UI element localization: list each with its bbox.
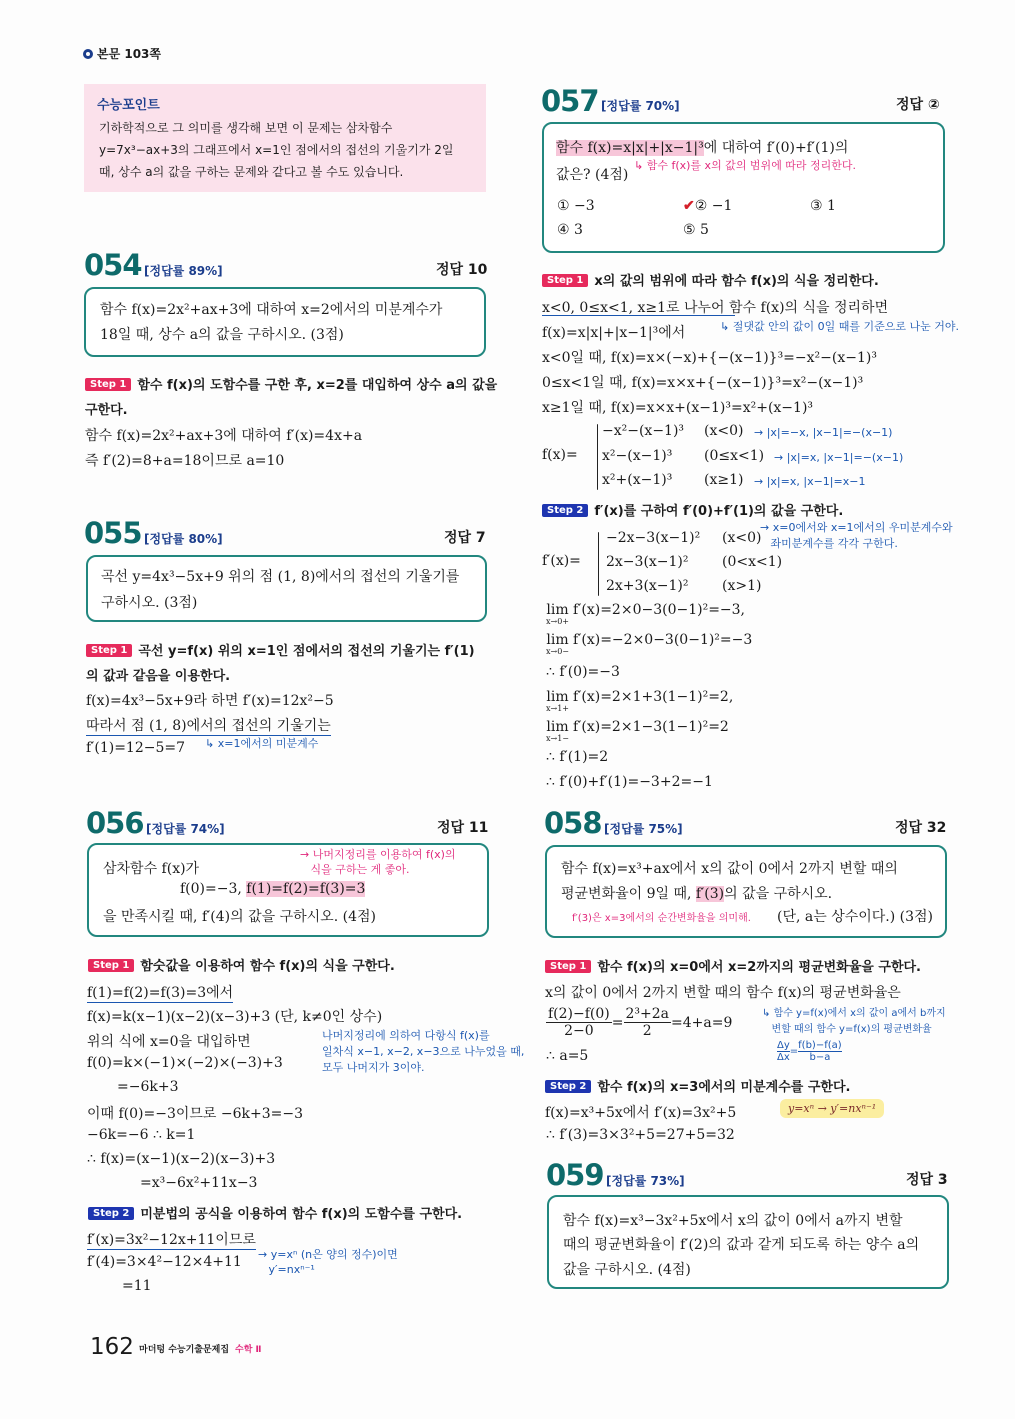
fraction [798, 1040, 842, 1063]
checkmark-icon: ✔ [683, 198, 695, 214]
piece-expr: x²−(x−1)³ [602, 448, 673, 464]
annotation: → y=xⁿ (n은 양의 정수)이면 y′=nxⁿ⁻¹ [258, 1248, 398, 1276]
lim-subscript: x→1− [546, 734, 570, 743]
annotation: → |x|=x, |x−1|=x−1 [754, 475, 866, 488]
annotation: ↳ 절댓값 안의 값이 0일 때를 기준으로 나눈 거야. [720, 320, 959, 333]
step-text: x의 값의 범위에 따라 함수 f(x)의 식을 정리한다. [594, 274, 879, 289]
numerator: 2³+2a [625, 1006, 670, 1022]
annotation [322, 1028, 524, 1076]
question-line: 함수 f(x)=x³−3x²+5x에서 x의 값이 0에서 a까지 변할 [563, 1213, 903, 1229]
choice-text: ② −1 [694, 198, 733, 214]
annotation-text: x=0에서와 x=1에서의 우미분계수와 [772, 521, 953, 534]
limit-expression: f′(x)=2×0−3(0−1)²=−3, [573, 602, 746, 618]
circle-bullet-icon [83, 49, 93, 59]
solution-line: x≥1일 때, f(x)=x×x+(x−1)³=x²+(x−1)³ [542, 400, 814, 416]
annotation-text: 함수 f(x)를 x의 값의 범위에 따라 정리한다. [646, 159, 857, 172]
solution-line: ∴ a=5 [546, 1048, 589, 1064]
annotation: → |x|=x, |x−1|=−(x−1) [774, 451, 904, 464]
problem-number: 055 [84, 516, 142, 550]
step-text: 미분법의 공식을 이용하여 함수 f(x)의 도함수를 구한다. [140, 1207, 463, 1222]
correct-rate: [정답률 75%] [604, 822, 683, 836]
solution-line: f(1)=f(2)=f(3)=3에서 [87, 982, 233, 1003]
question-line: 18일 때, 상수 a의 값을 구하시오. (3점) [100, 327, 344, 343]
piece-lhs: f(x)= [542, 447, 578, 463]
numerator: f(2)−f(0) [548, 1006, 610, 1022]
limit-expression: f′(x)=−2×0−3(0−1)²=−3 [573, 632, 753, 648]
step2-badge: Step 2 [545, 1080, 591, 1093]
answer: 정답 11 [437, 820, 489, 836]
limit-expression: ∴ f′(0)+f′(1)=−3+2=−1 [546, 774, 713, 790]
correct-rate: [정답률 74%] [146, 822, 225, 836]
limit-expression: f′(x)=2×1−3(1−1)²=2 [573, 719, 729, 735]
question-part: 의 값을 구하시오. [724, 886, 833, 902]
annotation-text: 함수 y=f(x)에서 x의 값이 a에서 b까지 [773, 1008, 946, 1019]
lim-text: lim [546, 689, 569, 705]
question-line: 곡선 y=4x³−5x+9 위의 점 (1, 8)에서의 접선의 기울기를 [101, 569, 460, 585]
solution-line: f(x)=x³+5x에서 f′(x)=3x²+5 [545, 1105, 737, 1121]
question-line [556, 137, 848, 157]
choice-2[interactable] [683, 198, 732, 214]
annotation-text: 모두 나머지가 3이야. [322, 1061, 425, 1074]
step-text: 함수 f(x)의 x=3에서의 미분계수를 구한다. [597, 1080, 851, 1095]
correct-rate: [정답률 80%] [144, 532, 223, 546]
point-title: 수능포인트 [97, 98, 160, 113]
brace [598, 532, 599, 596]
piece-expr: x²+(x−1)³ [602, 472, 673, 488]
limit-operator [546, 632, 569, 656]
step-heading [545, 956, 921, 975]
subject: 수학 Ⅱ [235, 1345, 262, 1355]
annotation: → |x|=−x, |x−1|=−(x−1) [754, 426, 893, 439]
piece-cond: (0<x<1) [722, 554, 783, 570]
question-line: 함수 f(x)=2x²+ax+3에 대하여 x=2에서의 미분계수가 [100, 302, 443, 318]
step1-badge: Step 1 [86, 644, 132, 657]
point-line: 때, 상수 a의 값을 구하는 문제와 같다고 볼 수도 있습니다. [99, 165, 404, 179]
section-ref [83, 45, 161, 62]
limit-operator [546, 719, 569, 743]
annotation-text: 나머지정리를 이용하여 f(x)의 [312, 848, 456, 861]
highlighted-condition: f(1)=f(2)=f(3)=3 [246, 881, 366, 897]
limit-expression: ∴ f′(0)=−3 [546, 664, 620, 680]
step1-badge: Step 1 [88, 959, 134, 972]
step-text: f′(x)를 구하여 f′(0)+f′(1)의 값을 구한다. [594, 504, 844, 519]
step-heading [85, 374, 497, 393]
correct-rate: [정답률 73%] [606, 1174, 685, 1188]
underline [542, 315, 735, 316]
solution-line: f(x)=x|x|+|x−1|³에서 [542, 325, 686, 341]
lim-text: lim [546, 719, 569, 735]
solution-line: f′(4)=3×4²−12×4+11 [87, 1254, 242, 1270]
limit-line [546, 664, 620, 680]
solution-line: f′(x)=3x²−12x+11이므로 [87, 1229, 256, 1250]
step-text: 곡선 y=f(x) 위의 x=1인 점에서의 접선의 기울기는 f′(1) [138, 644, 475, 659]
solution-line: =x³−6x²+11x−3 [140, 1175, 258, 1191]
problem-number: 057 [541, 84, 599, 118]
piece-cond: (x<0) [722, 530, 762, 546]
annotation: ↳ x=1에서의 미분계수 [205, 737, 319, 750]
solution-line: ∴ f′(3)=3×3²+5=27+5=32 [546, 1127, 735, 1143]
annotation-text: 변할 때의 함수 y=f(x)의 평균변화율 [771, 1024, 932, 1035]
limit-line [546, 632, 752, 656]
annotation-text: y=xⁿ (n은 양의 정수)이면 [270, 1248, 398, 1261]
problem-number: 054 [84, 248, 142, 282]
limit-expression: ∴ f′(1)=2 [546, 749, 609, 765]
solution-line: x의 값이 0에서 2까지 변할 때의 함수 f(x)의 평균변화율은 [545, 985, 901, 1001]
piece-cond: (0≤x<1) [704, 448, 765, 464]
step-text: 함수 f(x)의 x=0에서 x=2까지의 평균변화율을 구한다. [597, 960, 921, 975]
solution-line: 0≤x<1일 때, f(x)=x×x+{−(x−1)}³=x²−(x−1)³ [542, 375, 864, 391]
choice-5[interactable]: ⑤ 5 [683, 222, 709, 238]
annotation: f′(3)은 x=3에서의 순간변화율을 의미해. [572, 913, 751, 924]
annotation: ↳ 함수 f(x)를 x의 값의 범위에 따라 정리한다. [634, 159, 857, 172]
highlighted-function: 함수 f(x)=x|x|+|x−1|³ [556, 140, 704, 156]
denominator: b−a [809, 1052, 831, 1063]
piece-expr: 2x−3(x−1)² [606, 554, 689, 570]
limit-expression: f′(x)=2×1+3(1−1)²=2, [573, 689, 734, 705]
answer: 정답 7 [444, 530, 486, 546]
question-line [561, 883, 832, 903]
annotation-text: 일차식 x−1, x−2, x−3으로 나누었을 때, [322, 1045, 525, 1058]
choice-1[interactable]: ① −3 [557, 198, 595, 214]
step2-badge: Step 2 [88, 1207, 134, 1220]
piece-cond: (x>1) [722, 578, 762, 594]
solution-line: =11 [122, 1278, 152, 1294]
step-text: 함수 f(x)의 도함수를 구한 후, x=2를 대입하여 상수 a의 값을 [137, 378, 498, 393]
piece-expr: −2x−3(x−1)² [606, 530, 701, 546]
piece-cond: (x<0) [704, 423, 744, 439]
lim-text: lim [546, 602, 569, 618]
solution-line: −6k=−6 ∴ k=1 [87, 1127, 196, 1143]
piece-expr: 2x+3(x−1)² [606, 578, 689, 594]
answer: 정답 3 [906, 1172, 948, 1188]
choice-3[interactable]: ③ 1 [810, 198, 836, 214]
highlighted-term: f′(3) [695, 886, 725, 902]
solution-line: 즉 f′(2)=8+a=18이므로 a=10 [85, 453, 285, 469]
step-heading-cont: 의 값과 같음을 이용한다. [86, 669, 231, 684]
fraction [624, 1006, 672, 1039]
solution-line: x<0일 때, f(x)=x×(−x)+{−(x−1)}³=−x²−(x−1)³ [542, 350, 877, 366]
solution-line: 이때 f(0)=−3이므로 −6k+3=−3 [87, 1106, 304, 1122]
solution-line: f(0)=k×(−1)×(−2)×(−3)+3 [87, 1055, 283, 1071]
question-box [84, 287, 486, 357]
question-part: 평균변화율이 9일 때, [561, 886, 696, 902]
question-line: 함수 f(x)=x³+ax에서 x의 값이 0에서 2까지 변할 때의 [561, 861, 898, 877]
step-text: 함숫값을 이용하여 함수 f(x)의 식을 구한다. [140, 959, 395, 974]
point-line: y=7x³−ax+3의 그래프에서 x=1인 점에서의 접선의 기울기가 2일 [99, 143, 454, 157]
solution-line: 따라서 점 (1, 8)에서의 접선의 기울기는 [86, 715, 331, 736]
fraction [777, 1040, 790, 1063]
annotation-text: 식을 구하는 게 좋아. [310, 863, 410, 876]
step2-badge: Step 2 [542, 504, 588, 517]
annotation-text: 절댓값 안의 값이 0일 때를 기준으로 나눈 거야. [732, 320, 959, 333]
limit-operator [546, 689, 569, 713]
annotation-text: x=1에서의 미분계수 [217, 737, 319, 750]
correct-rate: [정답률 89%] [144, 264, 223, 278]
lim-subscript: x→0− [546, 647, 570, 656]
limit-operator [546, 602, 569, 626]
step-heading [88, 1203, 462, 1222]
question-line: 구하시오. (3점) [101, 595, 198, 611]
question-line [180, 881, 365, 897]
question-part: f(0)=−3, [180, 881, 247, 897]
solution-line: 함수 f(x)=2x²+ax+3에 대하여 f′(x)=4x+a [85, 428, 363, 444]
annotation-text: y′=nxⁿ⁻¹ [268, 1263, 315, 1276]
annotation-text: |x|=−x, |x−1|=−(x−1) [766, 426, 893, 439]
step-heading [88, 955, 395, 974]
denominator: 2−0 [564, 1023, 594, 1039]
problem-number: 058 [544, 806, 602, 840]
solution-line: 위의 식에 x=0을 대입하면 [87, 1034, 251, 1050]
denominator: 2 [642, 1023, 652, 1039]
step1-badge: Step 1 [542, 274, 588, 287]
piece-cond: (x≥1) [704, 472, 744, 488]
step-heading [542, 270, 879, 289]
numerator: Δy [777, 1040, 790, 1051]
question-line: 값을 구하시오. (4점) [563, 1262, 691, 1278]
fraction [546, 1006, 612, 1039]
annotation-text: 좌미분계수를 각각 구한다. [770, 537, 898, 550]
correct-rate: [정답률 70%] [601, 99, 680, 113]
page-number: 162 [90, 1334, 134, 1360]
fraction-rest: =4+a=9 [671, 1014, 733, 1031]
solution-line: =−6k+3 [117, 1079, 179, 1095]
annotation: → 나머지정리를 이용하여 f(x)의 식을 구하는 게 좋아. [300, 848, 456, 876]
solution-line: ∴ f(x)=(x−1)(x−2)(x−3)+3 [87, 1151, 276, 1167]
limit-line [546, 749, 608, 765]
tip-box: y=xⁿ → y′=nxⁿ⁻¹ [780, 1099, 884, 1118]
solution-line: x<0, 0≤x<1, x≥1로 나누어 함수 f(x)의 식을 정리하면 [542, 300, 889, 316]
step-heading [86, 640, 475, 659]
step1-badge: Step 1 [545, 960, 591, 973]
lim-subscript: x→1+ [546, 704, 570, 713]
step-heading [545, 1076, 850, 1095]
solution-line: f′(1)=12−5=7 [86, 740, 186, 756]
piece-expr: −x²−(x−1)³ [602, 423, 685, 439]
limit-line [546, 689, 733, 713]
problem-number: 056 [86, 806, 144, 840]
question-line: 때의 평균변화율이 f′(2)의 값과 같게 되도록 하는 양수 a의 [563, 1237, 920, 1253]
answer: 정답 10 [436, 262, 488, 278]
annotation-text: |x|=x, |x−1|=−(x−1) [786, 451, 904, 464]
step-heading-cont: 구한다. [85, 403, 128, 418]
step-heading [542, 500, 843, 519]
solution-line: f(x)=k(x−1)(x−2)(x−3)+3 (단, k≠0인 상수) [87, 1009, 383, 1025]
answer: 정답 32 [895, 820, 947, 836]
choice-4[interactable]: ④ 3 [557, 222, 583, 238]
lim-text: lim [546, 632, 569, 648]
limit-line [546, 774, 713, 790]
point-line: 기하학적으로 그 의미를 생각해 보면 이 문제는 삼차함수 [99, 121, 393, 135]
brace [597, 424, 598, 490]
numerator: f(b)−f(a) [798, 1040, 842, 1051]
problem-number: 059 [546, 1158, 604, 1192]
question-line: (단, a는 상수이다.) (3점) [777, 909, 934, 925]
step1-badge: Step 1 [85, 378, 131, 391]
section-ref-text: 본문 103쪽 [97, 47, 162, 61]
answer: 정답 ② [896, 97, 940, 113]
fraction-line: $\frac{f(2)-f(0)}{2-0}$ = $\frac{\text{2³+2a}}{2}$ =4+a=9 [548, 1006, 733, 1039]
lim-subscript: x→0+ [546, 617, 570, 626]
annotation: ↳ 함수 y=f(x)에서 x의 값이 a에서 b까지 변할 때의 함수 y=f(x)의 평균변화율 [762, 1008, 946, 1035]
book-title: 마더텅 수능기출문제집 [139, 1345, 230, 1355]
denominator: Δx [777, 1052, 790, 1063]
limit-line [546, 602, 745, 626]
question-part: 에 대하여 f′(0)+f′(1)의 [703, 140, 849, 156]
question-line: 값은? (4점) [556, 167, 629, 183]
question-line: 을 만족시킬 때, f′(4)의 값을 구하시오. (4점) [103, 909, 376, 925]
solution-line: f(x)=4x³−5x+9라 하면 f′(x)=12x²−5 [86, 693, 334, 709]
question-line: 삼차함수 f(x)가 [103, 861, 200, 877]
limit-line [546, 719, 729, 743]
annotation-text: |x|=x, |x−1|=x−1 [766, 475, 866, 488]
annotation-text: 나머지정리에 의하여 다항식 f(x)를 [322, 1029, 490, 1042]
annotation-formula: $\frac{\Delta y}{\Delta x}$ = $\frac{f(b)-f(a)}{b-a}$ [777, 1040, 842, 1063]
annotation: → x=0에서와 x=1에서의 우미분계수와 좌미분계수를 각각 구한다. [760, 521, 953, 550]
piece-lhs: f′(x)= [542, 553, 581, 569]
